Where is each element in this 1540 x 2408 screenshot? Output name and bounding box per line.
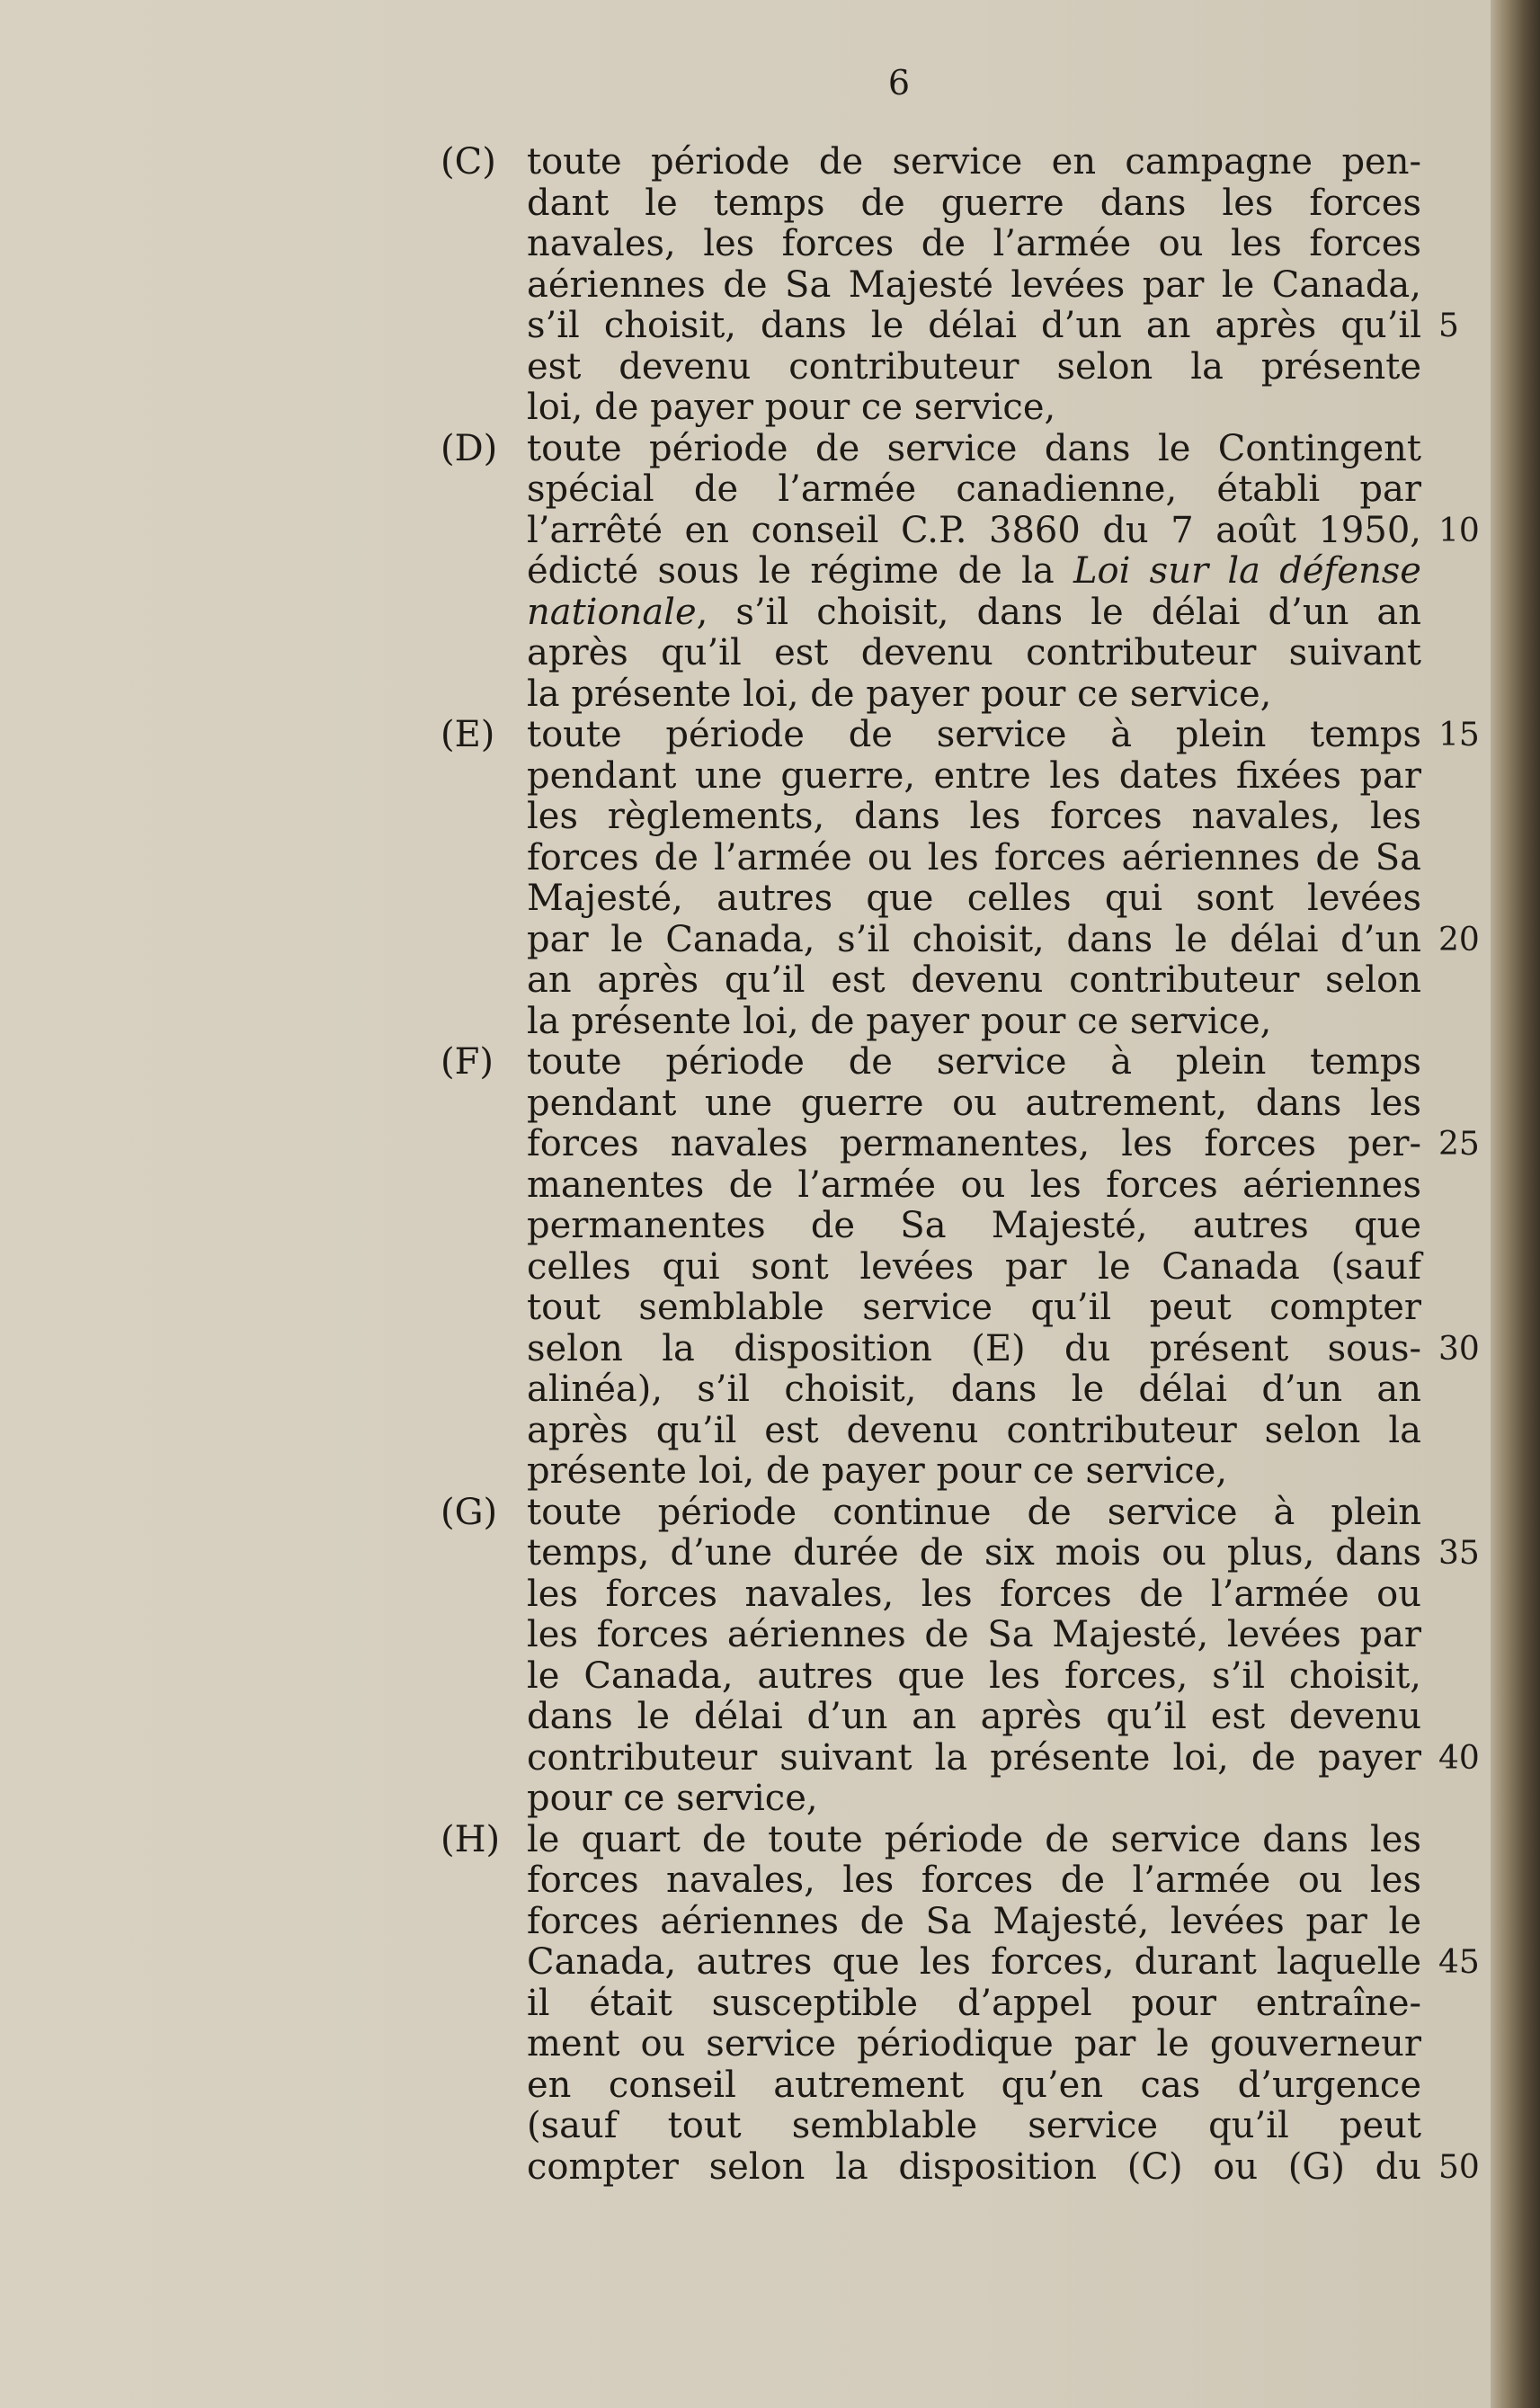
text-line: [527, 305, 1459, 347]
subparagraph: [441, 1818, 1480, 2189]
text-line: [527, 1002, 1426, 1043]
text-line: [527, 838, 1426, 879]
line-number: 15: [1438, 717, 1480, 754]
subparagraph-marker: (H): [441, 1818, 501, 1860]
line-text: (sauf tout semblable service qu’il peut: [527, 2105, 1421, 2146]
line-text: manentes de l’armée ou les forces aériennes: [527, 1164, 1421, 1206]
text-line: [527, 878, 1426, 920]
text-line: [527, 1247, 1426, 1289]
line-text: Canada, autres que les forces, durant laquelle: [527, 1941, 1421, 1983]
page-binding-edge: [1491, 0, 1540, 2408]
text-line: [527, 756, 1426, 798]
text-line: [527, 593, 1426, 634]
line-text: toute période continue de service à plein: [527, 1491, 1421, 1533]
line-text: toute période de service à plein temps: [527, 1041, 1421, 1083]
text-line: [527, 1042, 1426, 1084]
text-line: [527, 1902, 1426, 1943]
text-line: [527, 1165, 1426, 1207]
text-line: [527, 265, 1426, 307]
text-line: [527, 1984, 1426, 2025]
text-line: [527, 1411, 1426, 1452]
line-text: forces navales, les forces de l’armée ou les: [527, 1860, 1421, 1901]
subparagraph-marker: (G): [441, 1491, 498, 1533]
text-line: [527, 1084, 1426, 1125]
line-text: est devenu contributeur selon la présente: [527, 345, 1421, 388]
text-line: [527, 2106, 1426, 2147]
line-text: en conseil autrement qu’en cas d’urgence: [527, 2064, 1421, 2106]
line-text: pendant une guerre, entre les dates fixées par: [527, 754, 1421, 797]
line-number: 35: [1438, 1535, 1480, 1572]
line-text: le Canada, autres que les forces, s’il choisit,: [527, 1654, 1421, 1697]
text-line: [527, 2065, 1426, 2107]
text-line: [527, 633, 1426, 674]
line-text: les règlements, dans les forces navales, les: [527, 796, 1421, 837]
line-text: l’arrêté en conseil C.P. 3860 du 7 août 1950,: [527, 509, 1421, 551]
line-text: toute période de service à plein temps: [527, 714, 1421, 755]
line-text: ment ou service périodique par le gouverneur: [527, 2023, 1421, 2065]
line-text: dans le délai d’un an après qu’il est devenu: [527, 1696, 1421, 1737]
text-line: [527, 1820, 1426, 1861]
line-text-segment: , s’il choisit, dans le délai d’un an: [696, 591, 1421, 633]
line-text: par le Canada, s’il choisit, dans le délai d’un: [527, 918, 1421, 960]
line-text: contributeur suivant la présente loi, de payer: [527, 1736, 1421, 1779]
text-line: [527, 2024, 1426, 2065]
line-text: temps, d’une durée de six mois ou plus, dans: [527, 1532, 1421, 1574]
line-number: 30: [1438, 1330, 1480, 1368]
line-text: forces de l’armée ou les forces aériennes de Sa: [527, 836, 1421, 878]
line-text: dant le temps de guerre dans les forces: [527, 182, 1421, 224]
text-line: [527, 2145, 1480, 2189]
subparagraph: [441, 427, 1480, 716]
line-text: après qu’il est devenu contributeur suivant: [527, 632, 1421, 673]
text-line: [527, 714, 1480, 756]
text-line: [527, 674, 1426, 716]
line-text: le quart de toute période de service dans les: [527, 1818, 1421, 1860]
text-line: [527, 1369, 1426, 1411]
subparagraph: [441, 1491, 1480, 1820]
subparagraph: [441, 141, 1459, 429]
line-text: forces aériennes de Sa Majesté, levées par le: [527, 1900, 1421, 1942]
line-text-segment: édicté sous le régime de la: [527, 550, 1073, 592]
text-line: [527, 183, 1426, 225]
line-text: toute période de service en campagne pen-: [527, 141, 1421, 183]
line-text: alinéa), s’il choisit, dans le délai d’un an: [527, 1369, 1421, 1410]
text-line: [527, 797, 1426, 838]
statute-title-italic: Loi sur la défense: [1073, 550, 1421, 592]
line-text: forces navales permanentes, les forces per-: [527, 1123, 1421, 1164]
subparagraph-marker: (D): [441, 427, 498, 469]
line-text: il était susceptible d’appel pour entraîne-: [527, 1982, 1421, 2024]
subparagraph: [441, 1041, 1480, 1493]
line-text: compter selon la disposition (C) ou (G) du: [527, 2145, 1421, 2188]
line-number: 50: [1438, 2148, 1480, 2186]
line-text: Majesté, autres que celles qui sont levées: [527, 878, 1421, 919]
line-text: les forces navales, les forces de l’armée ou: [527, 1573, 1421, 1615]
line-number: 25: [1438, 1126, 1480, 1163]
statute-text: [441, 141, 1480, 2188]
statute-title-italic: nationale: [527, 591, 697, 633]
text-line: [527, 429, 1426, 470]
text-line: [527, 1656, 1426, 1698]
line-number: 45: [1438, 1944, 1480, 1981]
line-text: la présente loi, de payer pour ce service,: [527, 1000, 1272, 1042]
line-number: 20: [1438, 921, 1480, 959]
line-text: après qu’il est devenu contributeur selon la: [527, 1409, 1421, 1451]
subparagraph-marker: (E): [441, 714, 495, 755]
line-text: pendant une guerre ou autrement, dans les: [527, 1082, 1421, 1124]
line-number: 10: [1438, 512, 1480, 549]
text-line: [527, 1941, 1480, 1984]
text-line: [527, 1574, 1426, 1616]
line-text: toute période de service dans le Contingent: [527, 427, 1421, 469]
subparagraph-marker: (C): [441, 141, 496, 183]
line-text: [527, 551, 1421, 593]
text-line: [527, 960, 1426, 1002]
text-line: [527, 1123, 1480, 1165]
subparagraph: [441, 714, 1480, 1042]
page-number: 6: [887, 63, 911, 103]
text-line: [527, 469, 1426, 511]
text-line: [527, 1493, 1426, 1534]
text-line: [527, 224, 1426, 265]
text-line: [527, 1532, 1480, 1574]
text-line: [527, 1860, 1426, 1902]
text-line: [527, 1697, 1426, 1738]
text-line: [527, 1451, 1426, 1493]
text-line: [527, 142, 1426, 183]
text-line: [527, 1615, 1426, 1656]
line-number: 40: [1438, 1739, 1480, 1777]
subparagraph-marker: (F): [441, 1041, 494, 1083]
text-line: [527, 918, 1480, 961]
line-text: les forces aériennes de Sa Majesté, levées par: [527, 1614, 1421, 1655]
line-text: [527, 593, 1421, 634]
line-text: an après qu’il est devenu contributeur selon: [527, 959, 1421, 1001]
text-line: [527, 1779, 1426, 1820]
line-text: navales, les forces de l’armée ou les forces: [527, 223, 1421, 264]
text-line: [527, 347, 1426, 388]
text-line: [527, 551, 1426, 593]
line-text: la présente loi, de payer pour ce service,: [527, 673, 1272, 715]
line-text: spécial de l’armée canadienne, établi par: [527, 468, 1421, 510]
line-text: selon la disposition (E) du présent sous-: [527, 1327, 1421, 1369]
text-line: [527, 1736, 1480, 1779]
text-line: [527, 1288, 1426, 1329]
text-line: [527, 1206, 1426, 1247]
line-text: pour ce service,: [527, 1778, 818, 1819]
line-text: présente loi, de payer pour ce service,: [527, 1450, 1228, 1492]
line-text: aériennes de Sa Majesté levées par le Canada,: [527, 263, 1421, 306]
line-text: s’il choisit, dans le délai d’un an après qu’il: [527, 305, 1421, 346]
text-line: [527, 509, 1480, 552]
text-line: [527, 388, 1426, 429]
line-text: loi, de payer pour ce service,: [527, 387, 1056, 428]
line-number: 5: [1438, 308, 1459, 344]
line-text: tout semblable service qu’il peut compter: [527, 1287, 1421, 1328]
line-text: permanentes de Sa Majesté, autres que: [527, 1205, 1421, 1246]
text-line: [527, 1327, 1480, 1370]
line-text: celles qui sont levées par le Canada (sauf: [527, 1245, 1421, 1288]
